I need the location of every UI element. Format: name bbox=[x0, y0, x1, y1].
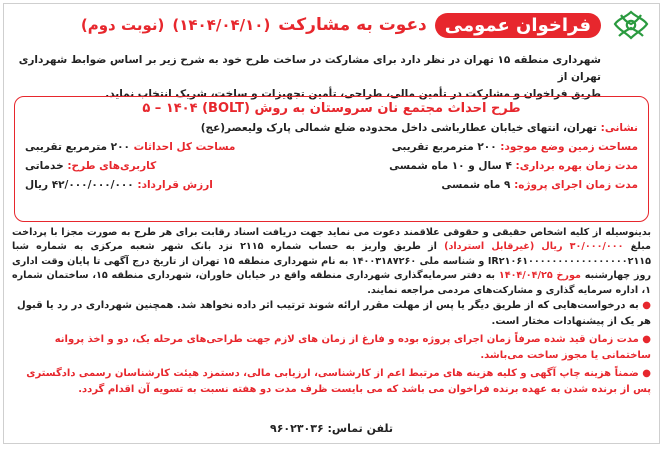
execution-value: ۹ ماه شمسی bbox=[441, 179, 511, 191]
title-badge: فراخوان عمومی bbox=[435, 13, 601, 38]
body-p1b: از طریق واریز به حساب شماره ۲۱۱۵ نزد بانک شهر شعبه مرکزی به شماره شبا IR۲۱۰۶۱۰۰۰۰۰۰۰۰۰۰۰۰۰۰۰۰۰۲۱۱۵ و bbox=[12, 241, 652, 267]
list-item: ● به درخواست‌هایی که از طریق دیگر یا پس از مهلت مقرر ارائه شوند ترتیب اثر داده نخواهد شد. همچنین شهرداری در رد یا قبول هر یک از پیشنهادات مختار است. bbox=[17, 300, 651, 327]
body-p3: شهرداری منطقه واقع در خیابان خاوران، شهرداری منطقه ۱۵، ساختمان شماره ۱، اداره سرمایه گذاری و مشارکت‌های مردمی مراجعه نمایند. bbox=[12, 270, 651, 296]
build-area-value: ۲۰۰ مترمربع تقریبی bbox=[25, 141, 130, 153]
deadline-date: مورخ ۱۴۰۴/۰۴/۲۵ bbox=[498, 270, 581, 282]
announcement-date: (۱۴۰۴/۰۴/۱۰) bbox=[172, 16, 271, 34]
project-box bbox=[14, 96, 649, 222]
notes-list bbox=[12, 298, 651, 400]
area-row bbox=[25, 138, 638, 157]
land-area-value: ۲۰۰ مترمربع تقریبی bbox=[391, 141, 497, 153]
operation-value: ۴ سال و ۱۰ ماه شمسی bbox=[389, 160, 512, 172]
operation-label: مدت زمان بهره برداری: bbox=[515, 160, 638, 172]
usage-label: کاربری‌های طرح: bbox=[67, 160, 157, 172]
bullet-icon: ● bbox=[642, 300, 651, 311]
execution-row bbox=[25, 176, 638, 195]
contract-value: ۴۲/۰۰۰/۰۰۰/۰۰۰ ریال bbox=[25, 179, 134, 191]
title-text: دعوت به مشارکت bbox=[278, 15, 427, 35]
usage-value: خدماتی bbox=[25, 160, 64, 172]
operation-row bbox=[25, 157, 638, 176]
intro-line-2: طریق فراخوان و مشارکت در تأمین مالی، طراحی، تأمین تجهیزات و ساخت، شریک انتخاب نماید. bbox=[105, 88, 601, 100]
body-p2b: به دفتر سرمایه‌گذاری bbox=[393, 270, 496, 282]
announcement-round: (نوبت دوم) bbox=[80, 16, 165, 34]
intro-line-1: شهرداری منطقه ۱۵ تهران در نظر دارد برای مشارکت در ساخت طرح خود به شرح زیر بر اساس ضوابط شهرداری تهران از bbox=[18, 54, 601, 83]
announcement-header bbox=[4, 4, 659, 52]
address-label: نشانی: bbox=[600, 122, 638, 134]
body-text bbox=[12, 226, 651, 298]
bullet-icon: ● bbox=[642, 334, 651, 345]
announcement-title bbox=[10, 10, 601, 40]
list-item: ● ضمناً هزینه چاپ آگهی و کلیه هزینه های مرتبط اعم از کارشناسی، ارزیابی مالی، دستمزد هیئت کارشناسان رسمی دادگستری پس از برنده شدن به عهده برنده فراخوان می باشد که می بایست ظرف مدت دو هفته نسبت به تسویه آن اقدام گردد. bbox=[26, 368, 651, 395]
list-item: ● مدت زمان قید شده صرفاً زمان اجرای پروژه بوده و فارغ از زمان های لازم جهت طراحی‌های مرحله یک، دو و اخذ پروانه ساختمانی یا مجوز ساخت می‌باشد. bbox=[54, 334, 651, 361]
fee-amount: ۳۰/۰۰۰/۰۰۰ ریال (غیرقابل استرداد) bbox=[444, 241, 624, 253]
municipality-seal-icon bbox=[609, 8, 653, 48]
build-area-label: مساحت کل احداثات bbox=[133, 141, 236, 153]
project-title: طرح احداث مجتمع نان سروستان به روش (BOLT) ۵ – ۱۴۰۴ bbox=[142, 101, 521, 116]
bullet-icon: ● bbox=[642, 368, 651, 379]
announcement-page bbox=[3, 3, 660, 444]
contact-phone: تلفن تماس: ۹۶۰۲۳۰۳۶ bbox=[269, 422, 394, 435]
land-area-label: مساحت زمین وضع موجود: bbox=[500, 141, 638, 153]
address-value: تهران، انتهای خیابان عطارباشی داخل محدوده ضلع شمالی پارک ولیعصر(عج) bbox=[200, 122, 597, 134]
address-row bbox=[25, 119, 638, 138]
body-p1a: بدینوسیله از کلیه اشخاص حقیقی و حقوقی علاقمند دعوت می نماید جهت دریافت اسناد رقابت برای هر طرح به صورت مجزا با پرداخت مبلغ bbox=[12, 227, 651, 253]
execution-label: مدت زمان اجرای پروژه: bbox=[514, 179, 638, 191]
body-p2a: شناسه ملی ۱۴۰۰۳۱۸۷۲۶۰ به نام شهرداری منطقه ۱۵ تهران از تاریخ درج آگهی تا پایان وقت اداری روز چهارشنبه bbox=[12, 255, 652, 282]
contract-label: ارزش قرارداد: bbox=[137, 179, 213, 191]
